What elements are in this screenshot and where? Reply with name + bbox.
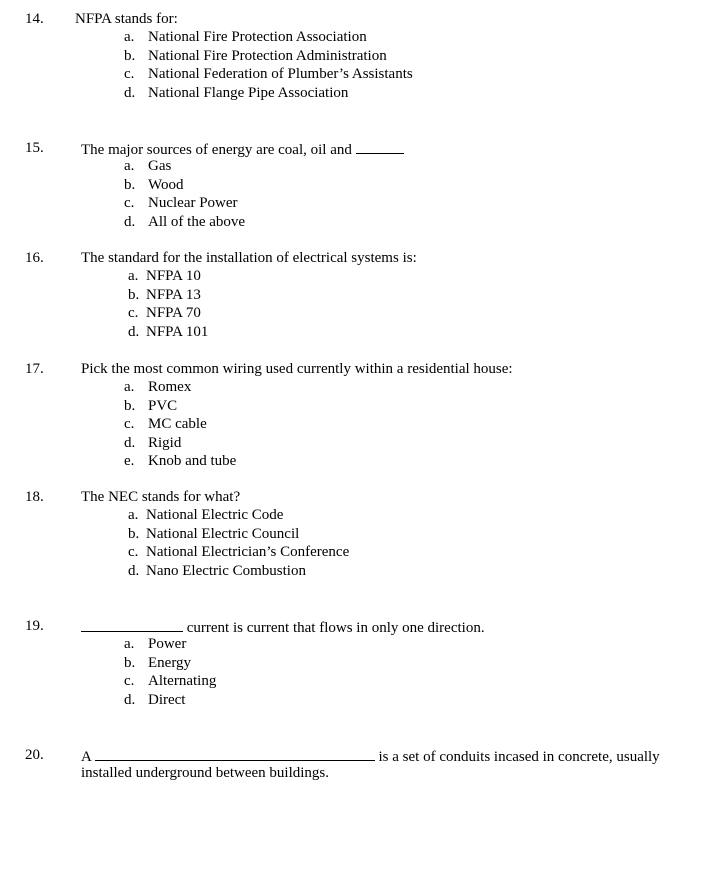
options-list: [124, 635, 216, 709]
question-number: 14.: [25, 11, 44, 27]
question-stem-line2: installed underground between buildings.: [81, 765, 330, 781]
question-number: 15.: [25, 140, 44, 156]
option-b: b. NFPA 13: [128, 286, 201, 303]
question-stem: The major sources of energy are coal, oil and: [81, 139, 404, 159]
options-list: [128, 267, 208, 341]
option-c: c. Nuclear Power: [124, 195, 238, 211]
option-c: c. Alternating: [124, 673, 217, 689]
option-a: a. Romex: [124, 379, 192, 395]
question-stem: A is a set of conduits incased in concrete, usually: [81, 746, 660, 766]
option-d: d. NFPA 101: [128, 323, 209, 340]
question-number: 17.: [25, 361, 44, 377]
answer-blank[interactable]: [356, 139, 404, 154]
option-c: c. MC cable: [124, 416, 207, 432]
option-d: d. National Flange Pipe Association: [124, 84, 349, 101]
question-number: 18.: [25, 489, 44, 505]
option-b: b. National Electric Council: [128, 525, 300, 542]
option-a: a. National Electric Code: [128, 507, 284, 523]
options-list: [124, 28, 413, 102]
options-list: [124, 157, 245, 231]
question-number: 19.: [25, 618, 44, 634]
option-a: a. Gas: [124, 158, 172, 174]
option-b: b. PVC: [124, 397, 178, 414]
option-c: c. National Electrician’s Conference: [128, 544, 350, 560]
option-a: a. National Fire Protection Association: [124, 29, 367, 45]
question-stem: current is current that flows in only one direction.: [81, 617, 485, 637]
option-e: e. Knob and tube: [124, 453, 237, 469]
option-b: b. National Fire Protection Administration: [124, 47, 387, 64]
question-stem: The standard for the installation of electrical systems is:: [81, 250, 417, 266]
option-b: b. Wood: [124, 176, 184, 193]
option-c: c. NFPA 70: [128, 305, 201, 321]
answer-blank[interactable]: [95, 746, 375, 761]
option-a: a. Power: [124, 636, 187, 652]
question-number: 16.: [25, 250, 44, 266]
option-d: d. Nano Electric Combustion: [128, 562, 306, 579]
option-a: a. NFPA 10: [128, 268, 201, 284]
options-list: [128, 506, 349, 580]
options-list: [124, 378, 236, 471]
option-d: d. All of the above: [124, 213, 246, 230]
option-d: d. Direct: [124, 691, 186, 708]
answer-blank[interactable]: [81, 617, 183, 632]
question-stem: Pick the most common wiring used currently within a residential house:: [81, 361, 513, 377]
question-stem: The NEC stands for what?: [81, 489, 241, 505]
question-number: 20.: [25, 747, 44, 763]
option-d: d. Rigid: [124, 434, 182, 451]
question-stem: NFPA stands for:: [75, 11, 178, 27]
option-c: c. National Federation of Plumber’s Assistants: [124, 66, 413, 82]
option-b: b. Energy: [124, 654, 192, 671]
